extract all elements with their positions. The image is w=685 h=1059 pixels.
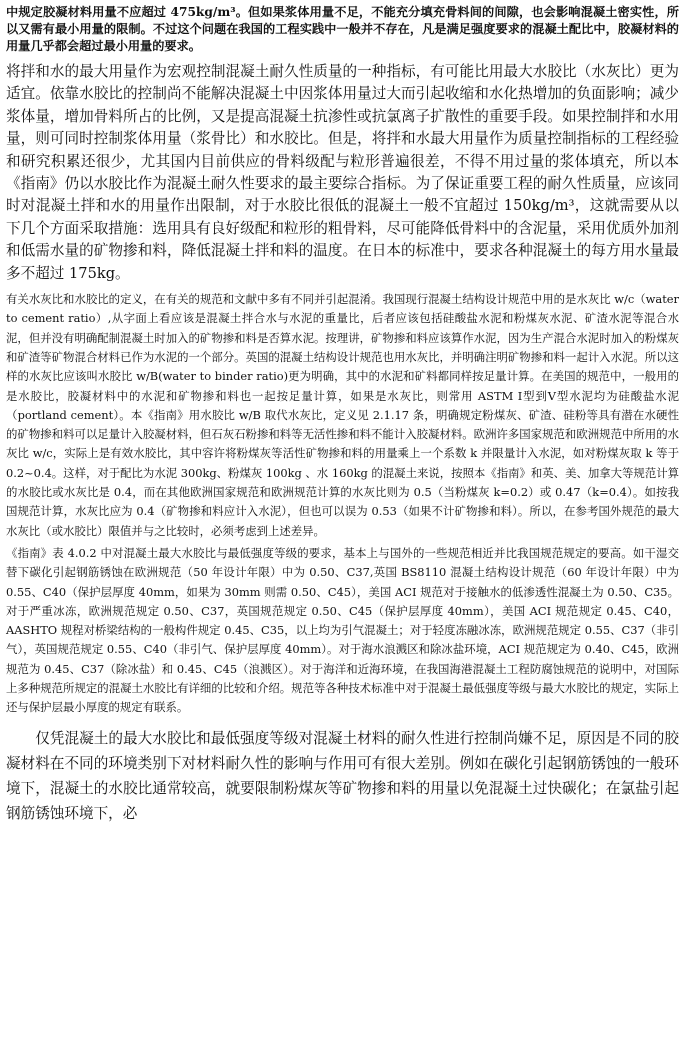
paragraph-max-water-content: 将拌和水的最大用量作为宏观控制混凝土耐久性质量的一种指标，有可能比用最大水胶比（水灰比）更为适宜。依靠水胶比的控制尚不能解决混凝土中因浆体用量过大而引起收缩和水化热增加的负面影响；减少浆体量，增加骨料所占的比例，又是提高混凝土抗渗性或抗氯离子扩散性的重要手段。如果控制拌和水用量，则可同时控制浆体用量（浆骨比）和水胶比。但是，将拌和水最大用量作为质量控制指标的工程经验和研究积累还很少，尤其国内目前供应的骨料级配与粒形普遍很差，不得不用过量的浆体填充，所以本《指南》仍以水胶比作为混凝土耐久性要求的最主要综合指标。为了保证重要工程的耐久性质量，应该同时对混凝土拌和水的用量作出限制，对于水胶比很低的混凝土一般不宜超过 150kg/m³，这就需要从以下几个方面采取措施：选用具有良好级配和粒形的粗骨料，尽可能降低骨料中的含泥量，采用优质外加剂和低需水量的矿物掺和料，降低混凝土拌和料的温度。在日本的标准中，要求各种混凝土的每方用水量最多不超过 175kg。 (6, 63, 679, 282)
paragraph-binder-type-limits: 仅凭混凝土的最大水胶比和最低强度等级对混凝土材料的耐久性进行控制尚嫌不足，原因是不同的胶凝材料在不同的环境类别下对材料耐久性的影响与作用可有很大差别。例如在碳化引起钢筋锈蚀的一般环境下，混凝土的水胶比通常较高，就要限制粉煤灰等矿物掺和料的用量以免混凝土过快碳化；在氯盐引起钢筋锈蚀环境下，必 (6, 729, 679, 822)
document-page (6, 4, 679, 826)
paragraph-water-binder-ratio-definition: 有关水灰比和水胶比的定义，在有关的规范和文献中多有不同并引起混淆。我国现行混凝土结构设计规范中用的是水灰比 w/c（water to cement ratio）,从字面上看应该是混凝土拌合水与水泥的重量比，后者应该包括硅酸盐水泥和粉煤灰水泥、矿渣水泥等混合水泥，但并没有明确配制混凝土时加入的矿物掺和料是否算水泥。按理讲，矿物掺和料应该算作水泥，因为生产混合水泥时加入的粉煤灰和矿渣等矿物混合材料已作为水泥的一个部分。英国的混凝土结构设计规范也用水灰比，并明确注明矿物掺和料一起计入水泥。所以这样的水灰比应该叫水胶比 w/B(water to binder ratio)更为明确，其中的水泥和矿料都同样按足量计算。在美国的规范中，一般用的是水胶比，胶凝材料中的水泥和矿物掺和料也一起按足量计算，如果是水灰比，则常用 ASTM Ⅰ型到Ⅴ型水泥均为硅酸盐水泥（portland cement）。本《指南》用水胶比 w/B 取代水灰比，定义见 2.1.17 条，明确规定粉煤灰、矿渣、硅粉等具有潜在水硬性的矿物掺和料可以足量计入胶凝材料，但石灰石粉掺和料等无活性掺和料不能计入胶凝材料。欧洲许多国家规范和欧洲规范中所用的水灰比 w/c，实际上是有效水胶比，其中容许将粉煤灰等活性矿物掺和料的用量乘上一个系数 k 并限量计入水泥，如对粉煤灰取 k 等于 0.2~0.4。这样，对于配比为水泥 300kg、粉煤灰 100kg 、水 160kg 的混凝土来说，按照本《指南》和英、美、加拿大等规范计算的水胶比或水灰比是 0.4，而在其他欧洲国家规范和欧洲规范计算的水灰比则为 0.5（当粉煤灰 k=0.2）或 0.47（k=0.4）。如按我国规范计算，水灰比应为 0.4（矿物掺和料应计入水泥），但也可以误为 0.53（如果不计矿物掺和料）。所以，在参考国外规范的最大水灰比（或水胶比）限值并与之比较时，必须考虑到上述差异。 (6, 292, 679, 538)
paragraph-guide-table-comparison: 《指南》表 4.0.2 中对混凝土最大水胶比与最低强度等级的要求，基本上与国外的一些规范相近并比我国规范规定的要高。如干湿交替下碳化引起钢筋锈蚀在欧洲规范（50 年设计年限）中为 0.50、C37,英国 BS8110 混凝土结构设计规范（60 年设计年限）中为 0.55、C40（保护层厚度 40mm，如果为 30mm 则需 0.50、C45），美国 ACI 规范对于接触水的低渗透性混凝土为 0.50、C35。对于严重冰冻，欧洲规范规定 0.50、C37，英国规范规定 0.50、C45（保护层厚度 40mm），美国 ACI 规范规定 0.45、C40，AASHTO 规程对桥梁结构的一般构件规定 0.45、C35，以上均为引气混凝土；对于轻度冻融冰冻，欧洲规范规定 0.55、C37（非引气），英国规范规定 0.55、C40（非引气、保护层厚度 40mm）。对于海水浪溅区和除冰盐环境，ACI 规范规定为 0.40、C45，欧洲规范为 0.45、C37（除冰盐）和 0.45、C45（浪溅区）。对于海洋和近海环境，在我国海港混凝土工程防腐蚀规范的说明中，对国际上多种规范所规定的混凝土水胶比有详细的比较和介绍。规范等各种技术标准中对于混凝土最低强度等级与最大水胶比的规定，实际上还与保护层最小厚度的规定有联系。 (6, 545, 679, 715)
paragraph-binder-dosage: 中规定胶凝材料用量不应超过 475kg/m³。但如果浆体用量不足，不能充分填充骨料间的间隙，也会影响混凝土密实性，所以又需有最小用量的限制。不过这个问题在我国的工程实践中一般并不存在，凡是满足强度要求的混凝土配比中，胶凝材料的用量几乎都会超过最小用量的要求。 (6, 5, 679, 53)
